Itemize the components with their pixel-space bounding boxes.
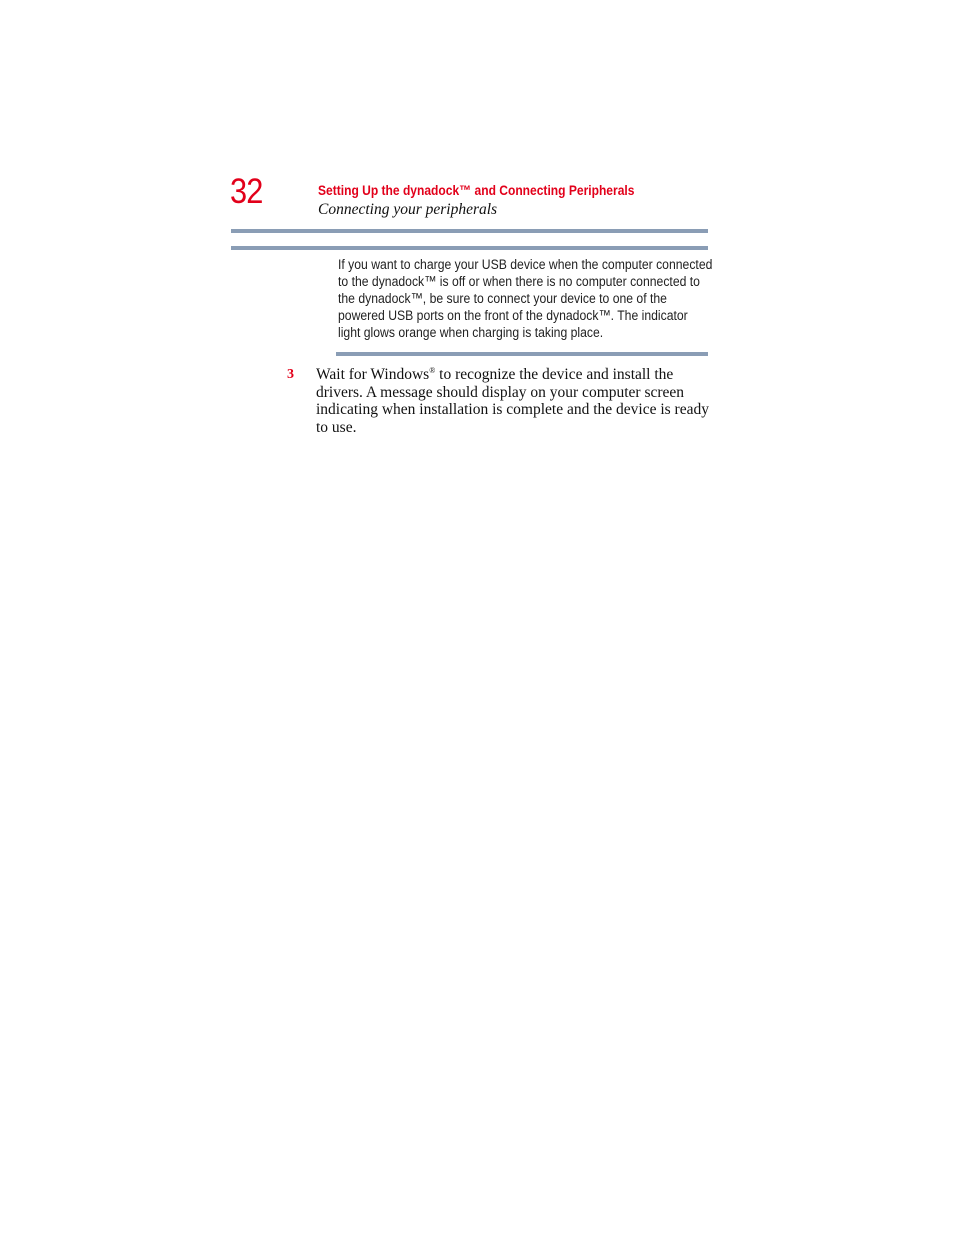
- note-bottom-rule: [336, 352, 708, 356]
- step-line: drivers. A message should display on your computer screen: [316, 383, 685, 401]
- note-top-rule: [231, 246, 708, 250]
- step-line: indicating when installation is complete and the device is ready: [316, 401, 709, 418]
- note-text: [338, 257, 713, 342]
- note-line: powered USB ports on the front of the dynadock™. The indicator: [338, 308, 688, 324]
- note-line: to the dynadock™ is off or when there is no computer connected to: [338, 274, 700, 290]
- step-line: [316, 366, 716, 384]
- step-line: to use.: [316, 418, 357, 436]
- step-line1-before: Wait for Windows: [316, 366, 430, 383]
- chapter-title: Setting Up the dynadock™ and Connecting Peripherals: [318, 182, 635, 198]
- header-rule: [231, 229, 708, 233]
- step-line1-after: to recognize the device and install the: [435, 366, 674, 383]
- registered-mark: ®: [429, 365, 436, 375]
- note-line: If you want to charge your USB device when the computer connected: [338, 257, 713, 273]
- step-text: [316, 366, 716, 436]
- page-number: 32: [230, 172, 263, 211]
- note-line: light glows orange when charging is taking place.: [338, 325, 604, 341]
- note-line: the dynadock™, be sure to connect your device to one of the: [338, 291, 667, 307]
- section-title: Connecting your peripherals: [318, 201, 498, 218]
- step-number: 3: [287, 367, 294, 382]
